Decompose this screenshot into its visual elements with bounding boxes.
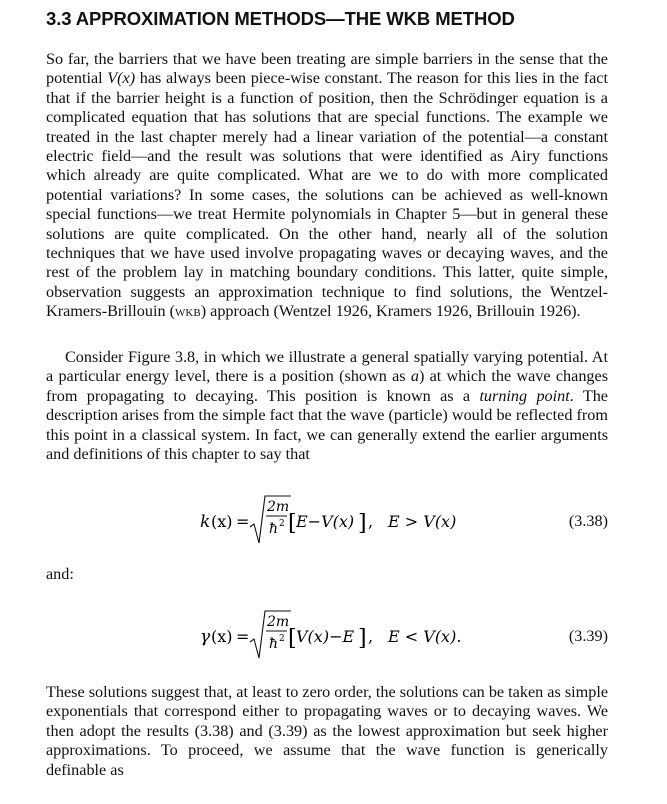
frac-den-exponent: 2 (279, 519, 285, 529)
text-run: ) at which the wave changes from propagating to decaying. This position is known as a (46, 367, 608, 405)
connector-text: and: (46, 565, 74, 583)
section-heading: 3.3 APPROXIMATION METHODS—THE WKB METHOD (46, 8, 515, 29)
frac-denominator: ħ (269, 636, 279, 652)
eq-separator: , (368, 512, 374, 531)
eq-equals: = (236, 512, 250, 531)
text-run: . The description arises from the simple fact that the wave (particle) would be reflected from this point in a classical system. In fact, we can generally extend the earlier arguments and definitions of this chapter to say that (46, 386, 608, 464)
text-run: ) approach (Wentzel 1926, Kramers 1926, Brillouin 1926). (200, 302, 581, 321)
paragraph-higher-approximations (46, 683, 608, 780)
text-run: These solutions suggest that, at least to zero order, the solutions can be taken as simple exponentials that correspond either to propagating waves or to decaying waves. We then adopt the results (3.38) and (3.39) as the lowest approximation but seek higher approximations. To proceed, we assume that the wave function is generically definable as (46, 683, 608, 779)
eq-lhs-symbol: γ (200, 627, 211, 647)
eq-lhs-arg: (x) (211, 512, 233, 531)
left-bracket: [ (288, 626, 297, 651)
paragraph-wkb-intro (46, 50, 608, 322)
eq-equals: = (236, 627, 250, 646)
equation-3-39 (198, 609, 468, 665)
equation-number: (3.38) (568, 512, 608, 530)
bracket-body: V(x)−E (296, 627, 355, 646)
right-bracket: ] (358, 626, 367, 651)
left-bracket: [ (288, 511, 297, 536)
text-run: turning point (479, 386, 570, 405)
text-run: has always been piece-wise constant. The reason for this lies in the fact that if the barrier height is a function of position, then the Schrödinger equation is a complicated equation that has solutions that are special functions. The example we treated in the last chapter merely had a linear variation of the potential—a constant electric field—and the result was solutions that were identified as Airy functions which already are quite complicated. What are we to do with more complicated potential variations? In some cases, the solutions can be achieved as well-known special functions—we treat Hermite polynomials in Chapter 5—but in general these solutions are quite complicated. On the other hand, nearly all of the solution techniques that we have used involve propagating waves or decaying waves, and the rest of the problem lay in matching boundary conditions. This latter, quite simple, observation suggests an approximation technique to find solutions, the Wentzel-Kramers-Brillouin ( (46, 69, 608, 321)
text-run: wkb (175, 303, 201, 321)
text-run: a (410, 367, 419, 386)
eq-lhs-arg: (x) (211, 627, 233, 646)
frac-denominator: ħ (269, 521, 279, 537)
text-run: Consider Figure 3.8, in which we illustrate a general spatially varying potential. At a particular energy level, there is a position (shown as (46, 348, 608, 386)
frac-numerator: 2m (267, 499, 290, 515)
eq-condition: E < V(x). (388, 627, 462, 646)
eq-separator: , (368, 627, 374, 646)
text-run: V(x) (107, 69, 136, 88)
eq-lhs-symbol: k (200, 512, 211, 532)
eq-condition: E > V(x) (388, 512, 457, 531)
equation-3-38 (198, 494, 468, 550)
frac-den-exponent: 2 (279, 634, 285, 644)
right-bracket: ] (358, 511, 367, 536)
bracket-body: E−V(x) (296, 512, 355, 531)
equation-number: (3.39) (568, 627, 608, 645)
frac-numerator: 2m (267, 614, 290, 630)
paragraph-turning-point (46, 348, 608, 464)
text-run: So far, the barriers that we have been treating are simple barriers in the sense that the potential (46, 50, 608, 88)
